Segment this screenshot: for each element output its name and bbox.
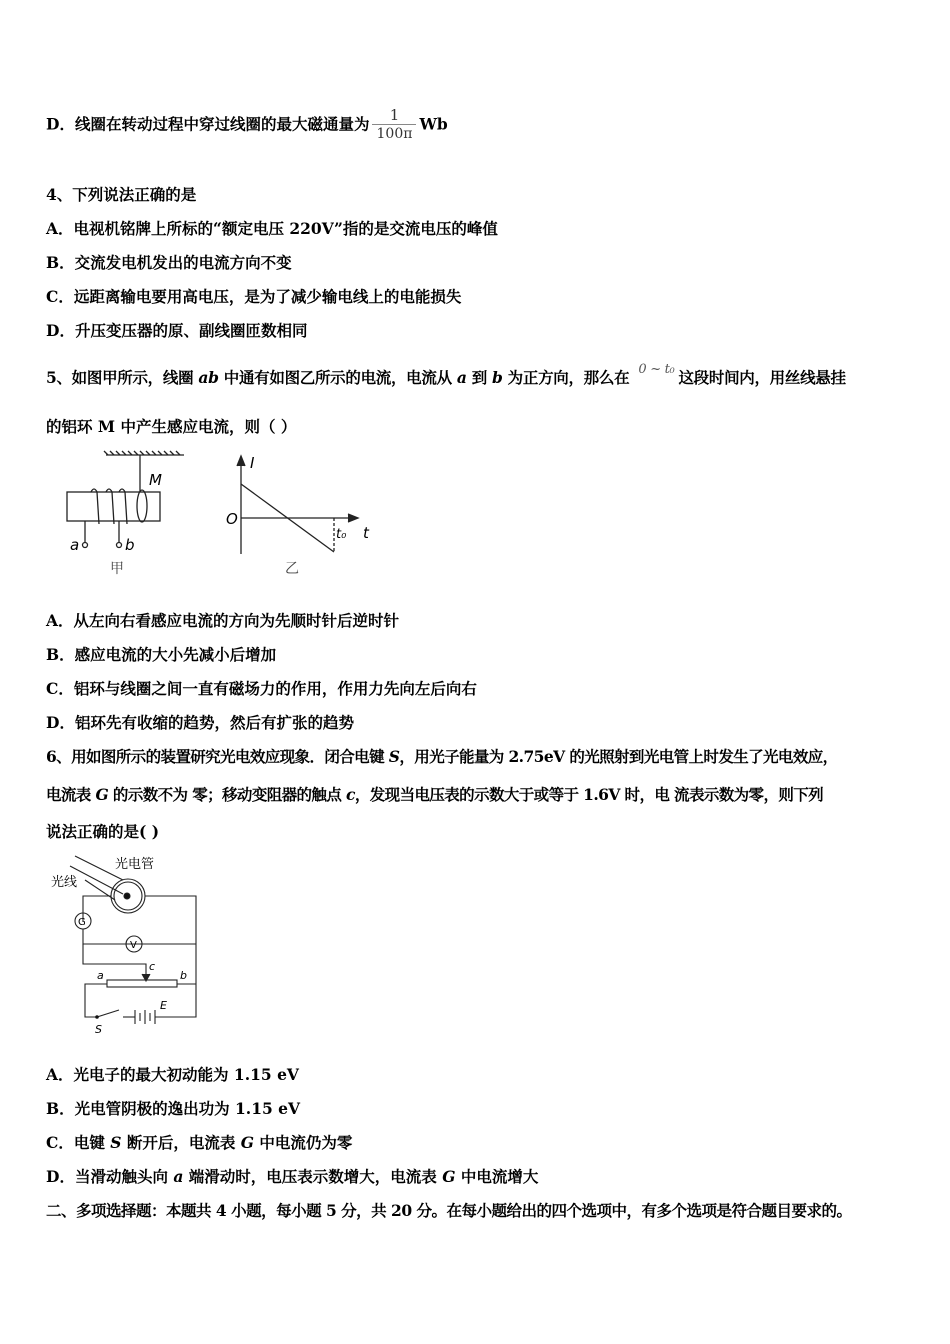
var-S: S [388, 747, 400, 766]
var-G: G [240, 1133, 254, 1152]
option-text: 感应电流的大小先减小后增加 [74, 645, 277, 664]
q5-option-d [46, 713, 354, 733]
label-light: 光线 [51, 875, 78, 890]
galvanometer-G: G [78, 917, 86, 928]
text: 到 [466, 368, 493, 387]
q4-option-c [46, 287, 461, 307]
text: 6、用如图所示的装置研究光电效应现象．闭合电键 [46, 747, 389, 766]
option-label: D． [46, 321, 75, 340]
option-text: 升压变压器的原、副线圈匝数相同 [74, 321, 308, 340]
text: 的示数不为 零；移动变阻器的触点 [108, 785, 347, 804]
q3-option-d [46, 106, 448, 143]
option-text: 光电子的最大初动能为 1.15 eV [73, 1065, 299, 1084]
q6-stem-line2 [46, 785, 823, 805]
q5-option-b [46, 645, 276, 665]
option-label: D． [46, 713, 75, 732]
q4-option-d [46, 321, 307, 341]
text: 电键 [73, 1133, 111, 1152]
option-text: 电视机铭牌上所标的“额定电压 220V”指的是交流电压的峰值 [73, 219, 498, 238]
var-a: a [456, 368, 467, 387]
voltmeter-V: V [130, 940, 137, 951]
option-text: 线圈在转动过程中穿过线圈的最大磁通量为 [74, 114, 370, 134]
label-S: S [95, 1023, 102, 1036]
label-a: a [97, 969, 104, 982]
option-label: A． [46, 611, 74, 630]
text: 中电流仍为零 [254, 1133, 353, 1152]
text: 中通有如图乙所示的电流，电流从 [218, 368, 457, 387]
text: ，用光子能量为 2.75eV 的光照射到光电管上时发生了光电效应， [399, 747, 838, 766]
text: 电流表 [46, 785, 96, 804]
q5-option-a [46, 611, 399, 631]
var-ab: ab [198, 368, 219, 387]
option-label: B． [46, 1099, 75, 1118]
label-a: a [70, 536, 80, 554]
option-label: A． [46, 1065, 74, 1084]
option-text: 铝环先有收缩的趋势，然后有扩张的趋势 [74, 713, 354, 732]
q6-stem-line1 [46, 747, 838, 767]
option-label: A． [46, 219, 74, 238]
option-label: B． [46, 253, 75, 272]
option-text: 铝环与线圈之间一直有磁场力的作用，作用力先向左后向右 [73, 679, 477, 698]
unit: Wb [419, 114, 448, 134]
label-phototube: 光电管 [115, 857, 155, 872]
q4-option-b [46, 253, 292, 273]
var-G: G [442, 1167, 456, 1186]
q5-stem-line1 [46, 362, 846, 390]
text: 端滑动时，电压表示数增大，电流表 [183, 1167, 443, 1186]
label-b: b [180, 969, 187, 982]
option-text: 交流发电机发出的电流方向不变 [74, 253, 292, 272]
option-text: 从左向右看感应电流的方向为先顺时针后逆时针 [73, 611, 400, 630]
var-G: G [95, 785, 109, 804]
var-S: S [110, 1133, 122, 1152]
q4-stem: 4、下列说法正确的是 [46, 185, 197, 204]
label-t0: t₀ [336, 527, 347, 542]
var-c: c [346, 785, 355, 804]
photoelectric-circuit [45, 852, 215, 1037]
label-M: M [149, 471, 162, 489]
origin-label: O [226, 510, 238, 528]
time-interval: 0 ~ t₀ [638, 362, 675, 377]
label-E: E [160, 999, 167, 1012]
text: 中电流增大 [455, 1167, 539, 1186]
q5-option-c [46, 679, 477, 699]
option-label: C． [46, 287, 74, 306]
option-label: C． [46, 679, 74, 698]
label-b: b [125, 536, 135, 554]
fraction-numerator: 1 [389, 106, 400, 124]
q6-stem-line3: 说法正确的是( ) [46, 822, 160, 841]
text: 为正方向，那么在 [502, 368, 630, 387]
axis-label-t: t [363, 524, 369, 542]
option-text: 光电管阴极的逸出功为 1.15 eV [74, 1099, 301, 1118]
q6-option-c [46, 1133, 352, 1153]
q6-option-b [46, 1099, 300, 1119]
var-a: a [173, 1167, 184, 1186]
var-b: b [492, 368, 503, 387]
q6-option-d [46, 1167, 538, 1187]
q4-option-a [46, 219, 498, 239]
text: 5、如图甲所示，线圈 [46, 368, 199, 387]
q5-stem-line2: 的铝环 M 中产生感应电流，则（ ） [46, 417, 297, 436]
figure-jia [67, 451, 184, 548]
option-label: B． [46, 645, 75, 664]
text: ，发现当电压表的示数大于或等于 1.6V 时，电 流表示数为零，则下列 [354, 785, 824, 804]
q5-figures [60, 450, 380, 585]
caption-yi: 乙 [285, 561, 299, 577]
option-text: 远距离输电要用高电压，是为了减少输电线上的电能损失 [73, 287, 462, 306]
q6-option-a [46, 1065, 299, 1085]
switch-pivot [95, 1015, 99, 1019]
axis-label-I: I [250, 454, 255, 472]
caption-jia: 甲 [110, 561, 124, 577]
option-label: C． [46, 1133, 74, 1152]
fraction-denominator: 100π [372, 124, 416, 143]
text: 这段时间内，用丝线悬挂 [678, 368, 846, 387]
section-2-heading: 二、多项选择题：本题共 4 小题，每小题 5 分，共 20 分。在每小题给出的四个选项中，有多个选项是符合题目要求的。 [46, 1201, 852, 1220]
text: 断开后，电流表 [121, 1133, 241, 1152]
option-label: D． [46, 114, 75, 134]
option-label: D． [46, 1167, 75, 1186]
text: 当滑动触头向 [74, 1167, 174, 1186]
fraction [372, 106, 416, 143]
label-c: c [149, 960, 156, 973]
